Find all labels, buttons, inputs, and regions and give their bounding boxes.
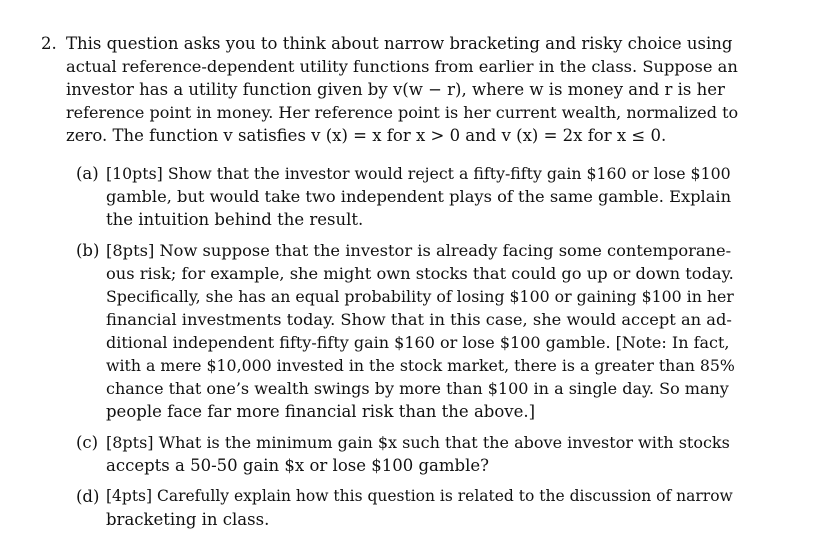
part-line: gamble, but would take two independent plays of the same gamble. Explain (106, 187, 732, 206)
intro-line: actual reference-dependent utility functions from earlier in the class. Suppose an (66, 57, 738, 76)
part-line: the intuition behind the result. (106, 210, 364, 229)
intro-line: investor has a utility function given by v(w − r), where w is money and r is her (66, 80, 725, 99)
part-line: bracketing in class. (106, 510, 270, 529)
part-label: (d) (76, 487, 100, 506)
part-line: people face far more financial risk than the above.] (106, 402, 536, 421)
part-line: ditional independent fifty-fifty gain $160 or lose $100 gamble. [Note: In fact, (106, 333, 730, 352)
part-line: [10pts] Show that the investor would reject a fifty-fifty gain $160 or lose $100 (106, 164, 731, 183)
part-line: [4pts] Carefully explain how this question is related to the discussion of narrow (106, 487, 733, 505)
part-line: [8pts] Now suppose that the investor is already facing some contemporane- (106, 241, 732, 260)
part-line: ous risk; for example, she might own stocks that could go up or down today. (106, 264, 734, 283)
intro-line: This question asks you to think about narrow bracketing and risky choice using (66, 34, 733, 53)
part-label: (a) (76, 164, 99, 183)
part-line: chance that one’s wealth swings by more than $100 in a single day. So many (106, 379, 729, 398)
part-line: [8pts] What is the minimum gain $x such that the above investor with stocks (106, 433, 730, 452)
part-label: (c) (76, 433, 99, 452)
part-label: (b) (76, 241, 100, 260)
question-number: 2. (41, 34, 57, 53)
intro-line: reference point in money. Her reference point is her current wealth, normalized to (66, 103, 739, 122)
part-line: financial investments today. Show that in this case, she would accept an ad- (106, 310, 732, 329)
part-line: accepts a 50-50 gain $x or lose $100 gamble? (106, 456, 489, 475)
part-line: Specifically, she has an equal probability of losing $100 or gaining $100 in her (106, 287, 734, 306)
intro-line: zero. The function v satisfies v (x) = x for x > 0 and v (x) = 2x for x ≤ 0. (66, 126, 667, 145)
part-line: with a mere $10,000 invested in the stock market, there is a greater than 85% (106, 356, 735, 375)
